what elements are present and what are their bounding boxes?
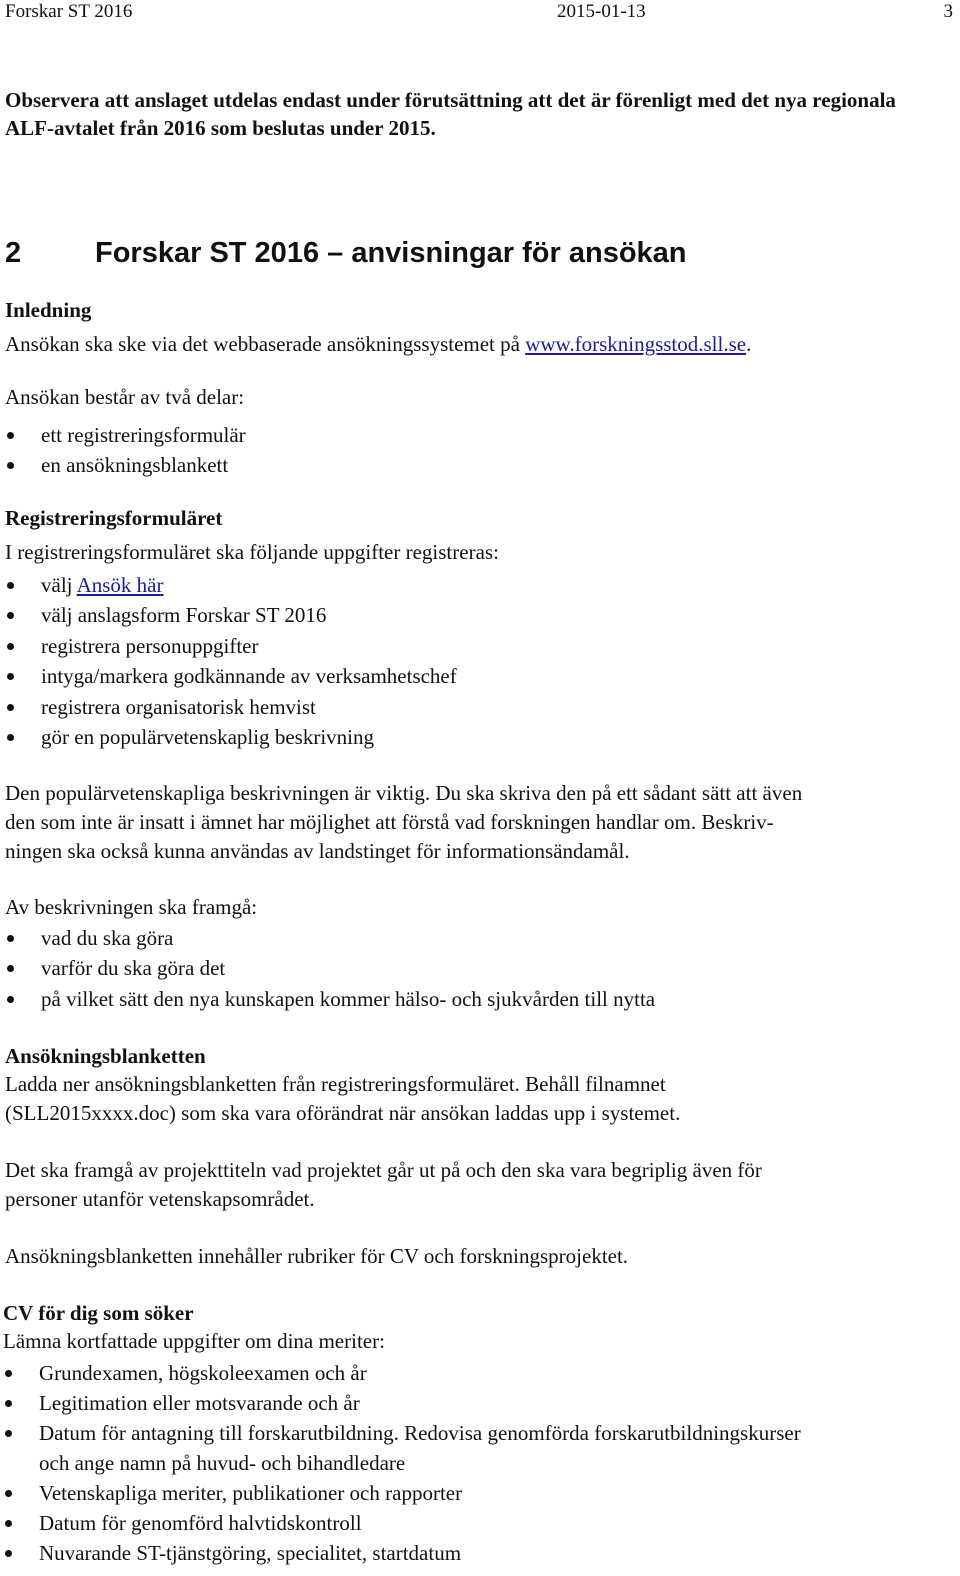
cv-intro: Lämna kortfattade uppgifter om dina meriter:: [3, 1329, 385, 1353]
header-page-number: 3: [943, 1, 953, 22]
heading-registreringsformularet: Registreringsformuläret: [5, 506, 223, 530]
inledning-text: [5, 330, 953, 359]
paragraph-line: Den populärvetenskapliga beskrivningen är viktig. Du ska skriva den på ett sådant sätt att även: [5, 781, 803, 805]
list-item-text: registrera organisatorisk hemvist: [41, 694, 316, 719]
notice-paragraph: Observera att anslaget utdelas endast under förutsättning att det är förenligt med det nya regionala ALF-avtalet från 2016 som beslutas under 2015.: [5, 88, 896, 140]
list-item: [5, 692, 953, 722]
list-item: [5, 953, 953, 983]
bullet-icon: [7, 965, 14, 972]
list-item-text: Vetenskapliga meriter, publikationer och rapporter: [39, 1481, 463, 1505]
list-item-text: på vilket sätt den nya kunskapen kommer hälso- och sjukvården till nytta: [41, 986, 656, 1011]
cv-list: [3, 1358, 953, 1568]
list-item-text: Datum för antagning till forskarutbildning. Redovisa genomförda forskarutbildningskurser: [39, 1421, 801, 1445]
list-item-text: gör en populärvetenskaplig beskrivning: [41, 725, 375, 750]
list-item-text: Grundexamen, högskoleexamen och år: [39, 1361, 367, 1385]
heading-cv: CV för dig som söker: [3, 1301, 194, 1325]
bullet-icon: [7, 935, 14, 942]
bullet-icon: [5, 1400, 12, 1407]
bullet-icon: [7, 734, 14, 741]
paragraph-line: Ladda ner ansökningsblanketten från registreringsformuläret. Behåll filnamnet: [5, 1072, 666, 1096]
ansokningsblankett-para3: Ansökningsblanketten innehåller rubriker för CV och forskningsprojektet.: [5, 1244, 629, 1268]
bullet-icon: [7, 643, 14, 650]
list-item: [5, 984, 953, 1014]
list-item: [5, 450, 953, 480]
list-item: [3, 1388, 953, 1418]
paragraph-line: ningen ska också kunna användas av landstinget för informationsändamål.: [5, 839, 630, 863]
paragraph-line: Det ska framgå av projekttiteln vad projektet går ut på och den ska vara begriplig även för: [5, 1158, 762, 1182]
list-item: [3, 1478, 953, 1508]
registrering-list-wrap: [5, 570, 953, 752]
header-date: 2015-01-13: [557, 1, 646, 22]
bullet-icon: [7, 673, 14, 680]
bullet-icon: [7, 432, 14, 439]
inledning-text-after: .: [746, 332, 752, 356]
framga-intro: Av beskrivningen ska framgå:: [5, 895, 258, 919]
bullet-icon: [5, 1430, 12, 1437]
list-item: [5, 923, 953, 953]
parts-list-wrap: [5, 420, 953, 480]
inledning-text-before: Ansökan ska ske via det webbaserade ansökningssystemet på: [5, 332, 526, 356]
list-item-text-continuation: och ange namn på huvud- och bihandledare: [39, 1451, 406, 1475]
list-item-text: varför du ska göra det: [41, 956, 226, 981]
bullet-icon: [7, 704, 14, 711]
list-item-text: Datum för genomförd halvtidskontroll: [39, 1511, 362, 1535]
list-item-text: välj: [41, 573, 77, 597]
header-document-title: Forskar ST 2016: [5, 1, 133, 22]
forskningsstod-link[interactable]: www.forskningsstod.sll.se: [525, 332, 747, 356]
list-item-text: vad du ska göra: [41, 926, 174, 950]
bullet-icon: [7, 582, 14, 589]
ansokningsblankett-para1: [5, 1070, 953, 1128]
bullet-icon: [5, 1490, 12, 1497]
page-header: [5, 0, 953, 24]
heading-ansokningsblanketten: Ansökningsblanketten: [5, 1044, 206, 1068]
ansokningsblankett-para2: [5, 1156, 953, 1214]
list-item-text: Legitimation eller motsvarande och år: [39, 1391, 360, 1415]
list-item-text: ett registreringsformulär: [41, 423, 246, 447]
list-item: [5, 420, 953, 450]
list-item: [5, 661, 953, 691]
list-item-text: välj anslagsform Forskar ST 2016: [41, 603, 327, 628]
parts-intro: Ansökan består av två delar:: [5, 385, 245, 409]
list-item-text: Nuvarande ST-tjänstgöring, specialitet, startdatum: [39, 1541, 462, 1565]
framga-list: [5, 923, 953, 1014]
list-item-text: en ansökningsblankett: [41, 453, 229, 477]
paragraph-line: personer utanför vetenskapsområdet.: [5, 1187, 315, 1211]
bullet-icon: [5, 1520, 12, 1527]
paragraph-line: den som inte är insatt i ämnet har möjlighet att förstå vad forskningen handlar om. Beskriv-: [5, 810, 774, 834]
framga-list-wrap: [5, 923, 953, 1014]
bullet-icon: [7, 612, 14, 619]
list-item-text: intyga/markera godkännande av verksamhetschef: [41, 664, 457, 689]
cv-list-wrap: [3, 1358, 953, 1568]
list-item: [5, 570, 953, 600]
heading-inledning: Inledning: [5, 298, 92, 322]
registrering-list: [5, 570, 953, 752]
list-item-text: registrera personuppgifter: [41, 633, 259, 658]
registrering-intro: I registreringsformuläret ska följande uppgifter registreras:: [5, 540, 499, 564]
list-item: [5, 722, 953, 752]
list-item: [3, 1538, 953, 1568]
bullet-icon: [7, 996, 14, 1003]
popularvetenskaplig-paragraph: [5, 779, 953, 866]
list-item: [5, 631, 953, 661]
list-item: [3, 1418, 953, 1478]
bullet-icon: [7, 462, 14, 469]
list-item: [3, 1358, 953, 1388]
section-title: Forskar ST 2016 – anvisningar för ansökan: [95, 237, 687, 269]
bullet-icon: [5, 1550, 12, 1557]
parts-list: [5, 420, 953, 480]
list-item: [3, 1508, 953, 1538]
section-number: 2: [5, 237, 22, 269]
list-item: [5, 600, 953, 630]
bullet-icon: [5, 1370, 12, 1377]
ansok-har-link[interactable]: Ansök här: [76, 573, 164, 597]
paragraph-line: (SLL2015xxxx.doc) som ska vara oförändrat när ansökan laddas upp i systemet.: [5, 1101, 681, 1125]
